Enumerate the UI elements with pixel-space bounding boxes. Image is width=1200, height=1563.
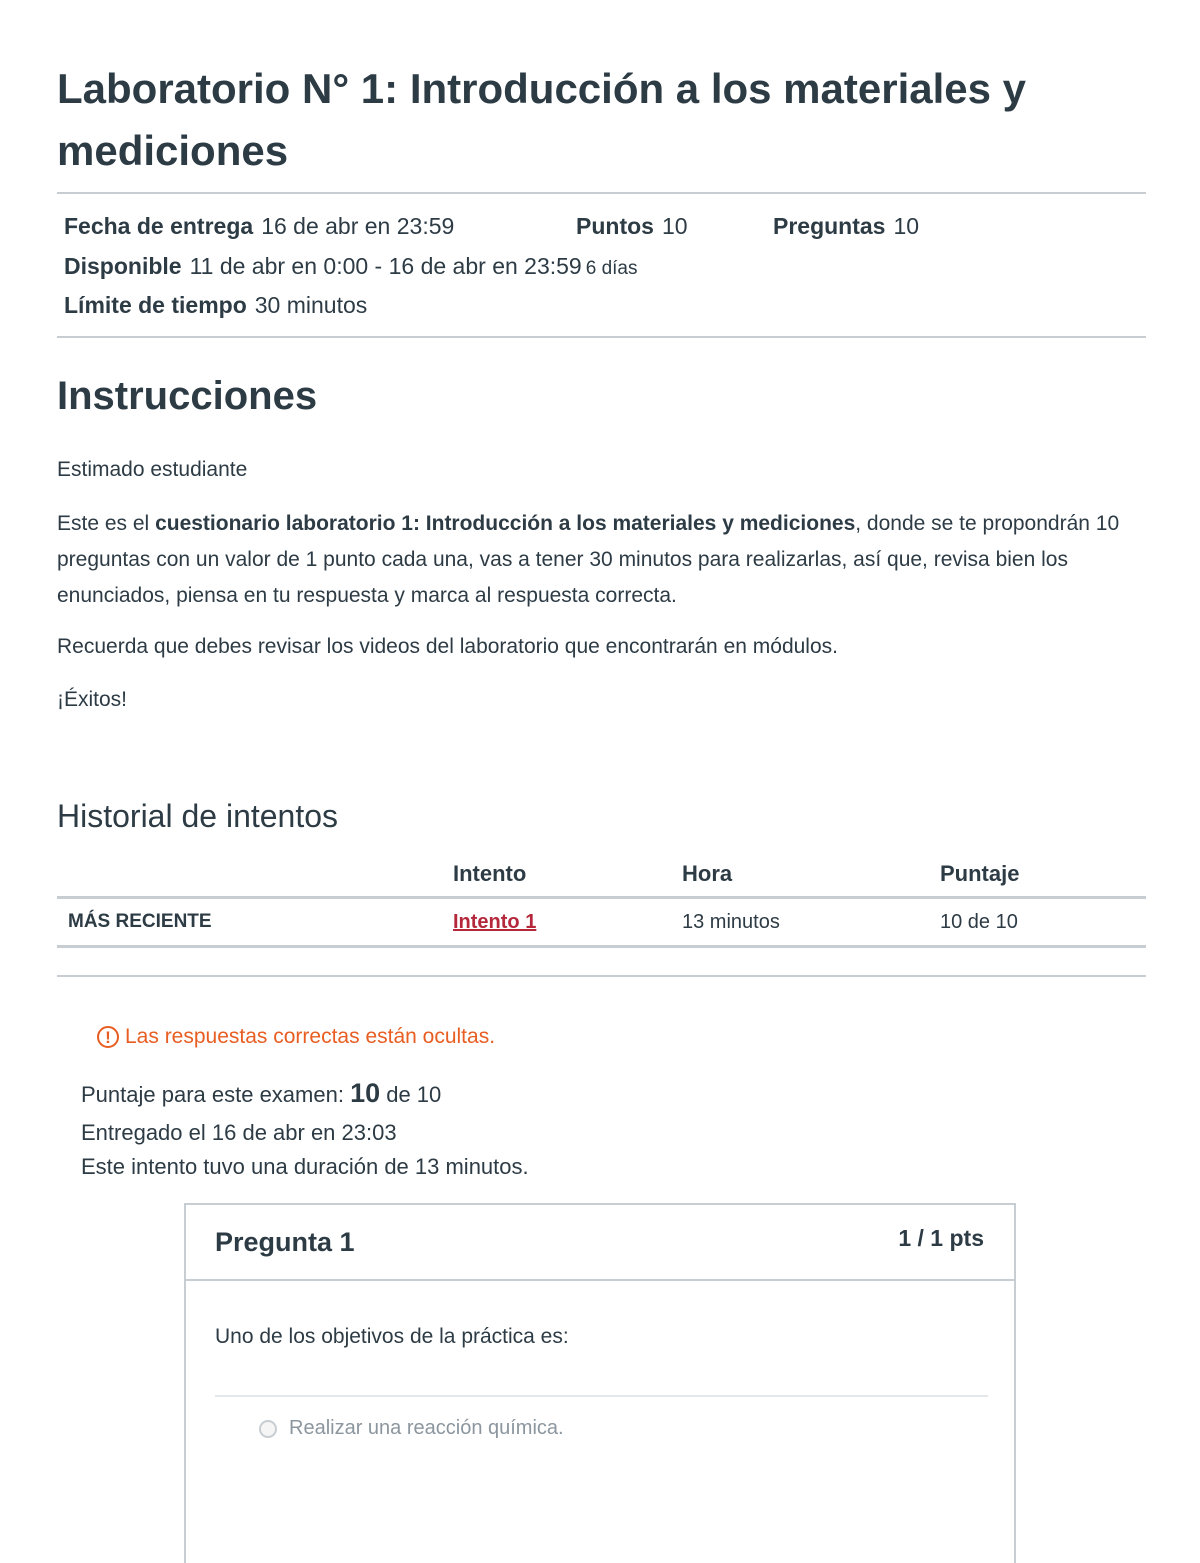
answer-label: Realizar una reacción química. <box>289 1417 564 1439</box>
history-col-label <box>57 852 453 898</box>
due-value: 16 de abr en 23:59 <box>261 213 455 239</box>
time-limit-label: Límite de tiempo <box>64 292 247 318</box>
history-heading: Historial de intentos <box>57 798 339 834</box>
history-col-attempt: Intento <box>453 852 682 898</box>
question-card <box>184 1203 1016 1563</box>
duration-text: Este intento tuvo una duración de 13 minutos. <box>81 1154 529 1179</box>
p1-start: Este es el <box>57 512 156 535</box>
row-label: MÁS RECIENTE <box>57 898 453 947</box>
attempt-link[interactable]: Intento 1 <box>453 910 537 933</box>
meta-divider <box>57 336 1146 338</box>
title-divider <box>57 192 1146 194</box>
available-label: Disponible <box>64 253 182 279</box>
history-col-time: Hora <box>682 852 940 898</box>
question-title: Pregunta 1 <box>215 1227 355 1257</box>
points-meta <box>576 206 688 246</box>
history-header-row <box>57 852 1146 898</box>
score-value: 10 <box>350 1078 381 1108</box>
points-label: Puntos <box>576 213 654 239</box>
score-cell: 10 de 10 <box>940 898 1146 947</box>
attempt-cell <box>453 898 682 947</box>
submitted-text: Entregado el 16 de abr en 23:03 <box>81 1120 397 1145</box>
instructions-greeting: Estimado estudiante <box>57 458 248 481</box>
time-limit-meta <box>64 285 367 325</box>
questions-meta <box>773 206 919 246</box>
p1-bold: cuestionario laboratorio 1: Introducción a los materiales y mediciones <box>155 512 856 535</box>
available-meta <box>64 246 638 289</box>
exclamation-circle-icon: ! <box>97 1026 119 1048</box>
points-value: 10 <box>661 213 688 239</box>
radio-icon <box>259 1420 277 1438</box>
question-header <box>186 1205 1014 1281</box>
available-value: 11 de abr en 0:00 - 16 de abr en 23:59 <box>189 253 582 279</box>
instructions-paragraph-3: ¡Éxitos! <box>57 688 128 711</box>
question-points: 1 / 1 pts <box>898 1225 984 1251</box>
history-col-score: Puntaje <box>940 852 1146 898</box>
table-row <box>57 898 1146 947</box>
score-suffix: de 10 <box>380 1082 442 1107</box>
instructions-paragraph-1 <box>57 506 1146 614</box>
quiz-meta-row-1 <box>64 206 454 246</box>
warning-text: Las respuestas correctas están ocultas. <box>125 1025 496 1048</box>
question-text: Uno de los objetivos de la práctica es: <box>215 1325 569 1348</box>
time-limit-value: 30 minutos <box>254 292 368 318</box>
questions-value: 10 <box>893 213 920 239</box>
due-label: Fecha de entrega <box>64 213 254 239</box>
time-cell: 13 minutos <box>682 898 940 947</box>
available-days: 6 días <box>585 258 638 279</box>
exam-score <box>81 1076 441 1112</box>
p1-end: , donde se te propondrán 10 preguntas con un valor de 1 punto cada una, vas a tener 30 minutos para realizarlas, así que, revisa bien los enunciados, piensa en tu respuesta y marca al respuesta correcta. <box>57 512 1120 607</box>
question-divider <box>215 1395 988 1397</box>
page-title: Laboratorio N° 1: Introducción a los materiales y mediciones <box>57 65 1027 174</box>
instructions-paragraph-2: Recuerda que debes revisar los videos del laboratorio que encontrarán en módulos. <box>57 635 838 658</box>
answer-option <box>259 1417 564 1440</box>
hidden-answers-warning <box>97 1020 495 1054</box>
questions-label: Preguntas <box>773 213 886 239</box>
history-divider <box>57 975 1146 977</box>
instructions-heading: Instrucciones <box>57 374 318 418</box>
history-table <box>57 852 1146 948</box>
score-prefix: Puntaje para este examen: <box>81 1082 351 1107</box>
